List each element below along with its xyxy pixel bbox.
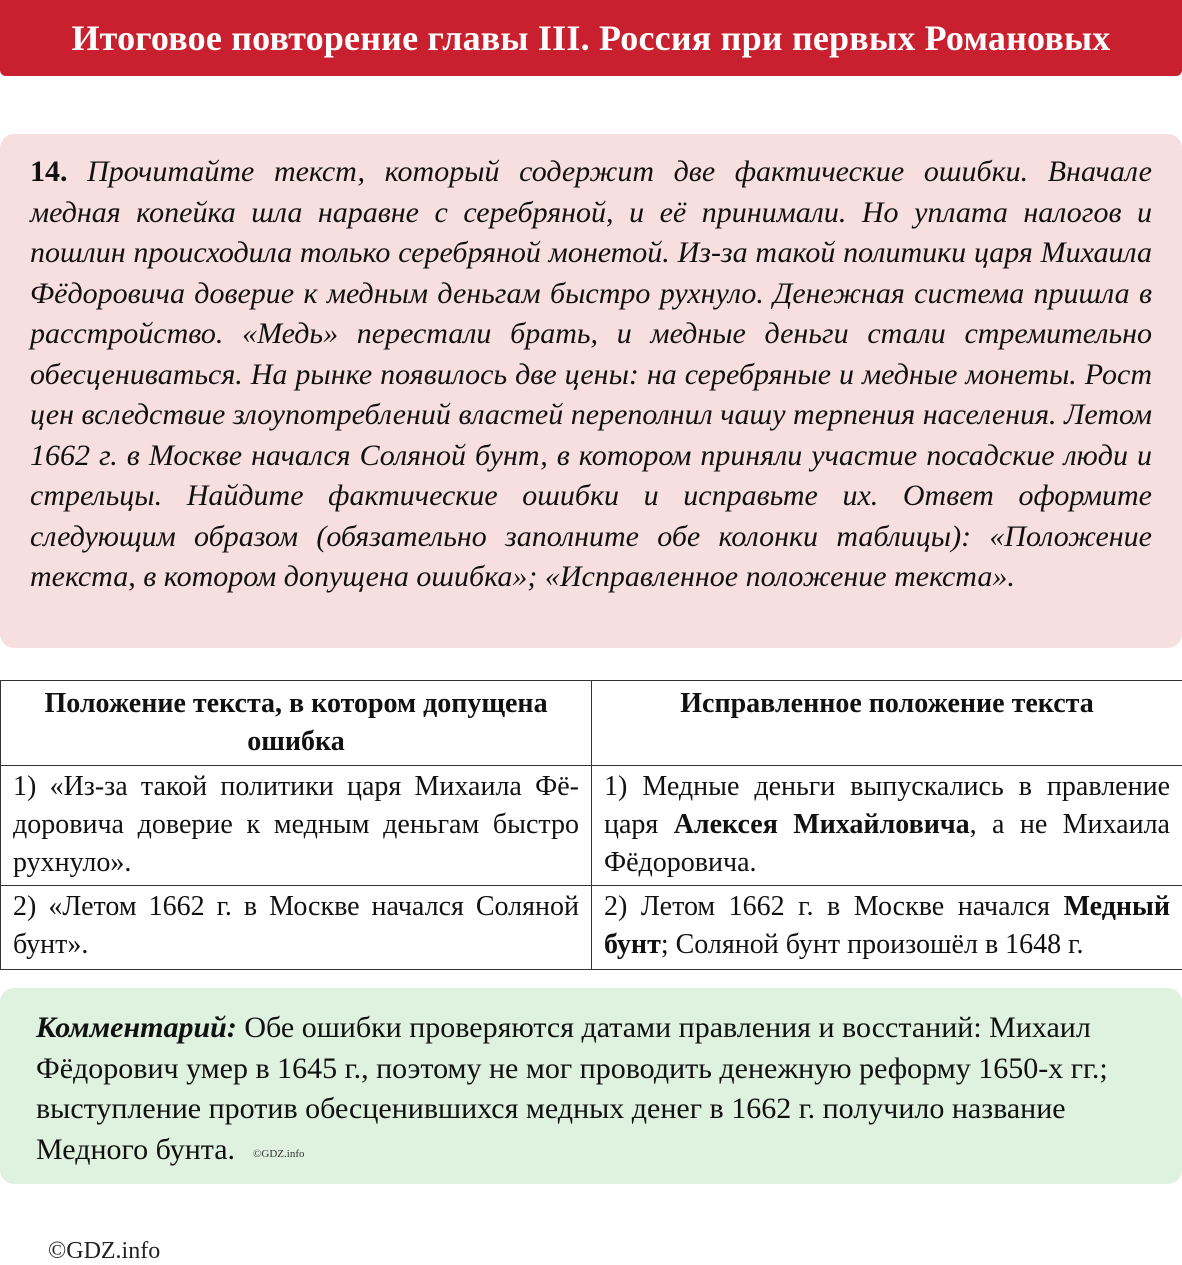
fix-text-before: 2) Летом 1662 г. в Москве начался [604, 891, 1064, 922]
table-cell-error: 2) «Летом 1662 г. в Москве начался Соляной бунт». [1, 886, 592, 970]
comment-watermark: ©GDZ.info [253, 1148, 304, 1160]
fix-text-bold: Алексея Михайловича [674, 809, 970, 840]
footer-watermark: ©GDZ.info [48, 1238, 160, 1265]
page-header [0, 0, 1182, 76]
task-number: 14. [30, 155, 68, 188]
page-title: Итоговое повторение главы III. Россия при первых Романовых [71, 17, 1110, 59]
table-header-fix: Исправленное положение текста [592, 681, 1182, 766]
comment-text: Обе ошибки проверяются датами правления и восстаний: Михаил Фёдорович умер в 1645 г., поэтому не мог проводить денежную реформу 1650-х гг.; выступление против обесценившихся медных денег в 1662 г. получило название Медного бунта. [36, 1011, 1108, 1166]
fix-text-bold: Медный бунт [604, 891, 1170, 960]
fix-text-before: 1) Медные деньги выпускались в правление царя [604, 771, 1170, 840]
fix-text-after: , а не Михаила Фёдоровича. [604, 809, 1170, 878]
comment-panel [0, 988, 1182, 1184]
task-text: Прочитайте текст, который содержит две фактические ошибки. Вначале медная копейка шла наравне с серебряной, и её принимали. Но уплата налогов и пошлин происходила только серебряной монетой. Из-за такой политики царя Михаила Фёдоровича доверие к медным деньгам быстро рухнуло. Денежная система пришла в расстройство. «Медь» перестали брать, и медные деньги стали стремительно обесцениваться. На рынке появилось две цены: на серебряные и медные монеты. Рост цен вследствие злоупотреблений властей переполнил чашу терпения населения. Летом 1662 г. в Москве начался Соляной бунт, в котором приняли участие посадские люди и стрельцы. Найдите фактические ошибки и исправьте их. Ответ оформите следующим образом (обязательно заполните обе колонки таблицы): «Положение текста, в котором допущена ошибка»; «Исправленное положение текста». [30, 155, 1152, 593]
table-cell-fix [592, 766, 1182, 886]
table-header-error: Положение текста, в котором допущена ошибка [1, 681, 592, 766]
comment-text-block [36, 1008, 1148, 1174]
task-panel [0, 134, 1182, 648]
fix-text-after: ; Соляной бунт произошёл в 1648 г. [661, 929, 1084, 960]
table-cell-error: 1) «Из-за такой политики царя Михаила Фёдоровича доверие к медным деньгам быстро рухнуло». [1, 766, 592, 886]
answer-table [0, 680, 1182, 970]
task-text-block [30, 152, 1152, 598]
table-row [1, 886, 1182, 970]
table-cell-fix [592, 886, 1182, 970]
table-header-row [1, 681, 1182, 766]
table-row [1, 766, 1182, 886]
comment-label: Комментарий: [36, 1011, 237, 1044]
